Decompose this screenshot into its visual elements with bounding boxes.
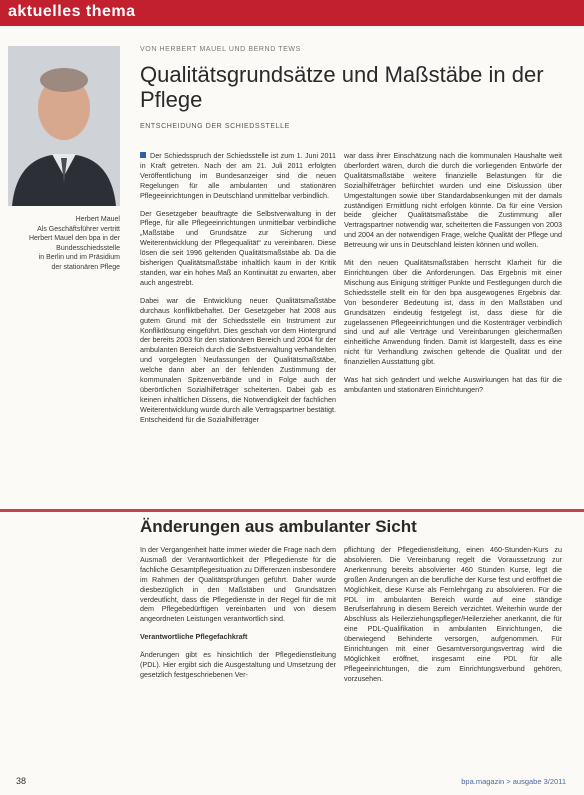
paragraph: Änderungen gibt es hinsichtlich der Pflegedienstleitung (PDL). Hier ergibt sich die Ausgestaltung und Umsetzung der gesetzlich festgeschriebenen Ver- bbox=[140, 650, 336, 679]
section-banner bbox=[0, 0, 584, 26]
text-column-3 bbox=[140, 545, 336, 688]
paragraph: Mit den neuen Qualitätsmaßstäben herrscht Klarheit für die Einrichtungen über die Anforderungen. Das Ergebnis mit einer Mischung aus Einigung strittiger Punkte und Festlegungen durch die Schiedsstelle stellt ein für den bpa ausgewogenes Ergebnis dar. Von besonderer Bedeutung ist, dass in den Maßstäben und Grundsätzen eindeutig festgelegt ist, dass diese für die zugelassenen Pflegeeinrichtungen und die Kostenträger verbindlich sind und auf alle Verträge und Vereinbarungen gleichermaßen einheitliche Anwendung finden. Damit ist klargestellt, dass es eine nicht für Verhandlung zwischen geltende die Qualität und der finanziellen Ausstattung gibt. bbox=[344, 258, 562, 367]
paragraph: pflichtung der Pflegedienstleitung, einen 460-Stunden-Kurs zu absolvieren. Die Vereinbarung regelt die Voraussetzung zur Anerkennung bereits absolvierter 460 Stunden Kurse, legt die großen Änderungen an die berufliche der Kurse fest und eröffnet die Möglichkeit, diese Kurse als Fernlehrgang zu absolvieren. Für die PDL im ambulanten Bereich wurde auf eine ständige Berufserfahrung in diesem Bereich verzichtet. Weiterhin wurde der Abschluss als Heilerziehungspfleger/Heilerzieher anerkannt, die für eine PDL-Qualifikation in ambulanten Einrichtungen, die überwiegend Behinderte versorgen, aufgenommen. Für Einrichtungen mit einer Gesamtversorgungsvertrag wird die Möglichkeit eröffnet, insgesamt eine PDL für alle Pflegeeinrichtungen, die zum Einrichtungsverbund gehören, vorzusehen. bbox=[344, 545, 562, 683]
page-number: 38 bbox=[16, 776, 27, 786]
text-column-2 bbox=[344, 151, 562, 403]
caption-line: Herbert Mauel den bpa in der bbox=[28, 235, 120, 242]
text-column-4 bbox=[344, 545, 562, 692]
paragraph: war dass ihrer Einschätzung nach die kommunalen Haushalte weit überfordert wären, durch die durch die vorliegenden Entwürfe der Qualitätsmaßstäbe weitere finanzielle Belastungen für die Sozialhilfeträger befürchtet wurden und eine Diskussion über Umgestaltungen sowie über Standardabsenkungen mit der damals zuständigen Ermittlung nicht erfolgen könnte. Da für eine Version beide gleicher Qualitätsmaßstäbe die Zustimmung aller Vertragspartner notwendig war, scheiterten die Fassungen von 2003 und 2004 an der notwendigen Frage, welche Qualität der Pflege und Betreuung wir uns in Deutschland leisten können und wollen. bbox=[344, 151, 562, 250]
caption-line: Als Geschäftsführer vertritt bbox=[37, 225, 120, 233]
photo-caption bbox=[8, 215, 120, 272]
article-subhead: ENTSCHEIDUNG DER SCHIEDSSTELLE bbox=[140, 123, 290, 130]
caption-line: in Berlin und im Präsidium bbox=[38, 254, 120, 261]
section-title: Änderungen aus ambulanter Sicht bbox=[140, 517, 417, 536]
caption-line: Herbert Mauel bbox=[75, 216, 120, 223]
text-column-1 bbox=[140, 151, 336, 433]
paragraph: Dabei war die Entwicklung neuer Qualitätsmaßstäbe durchaus konfliktbehaftet. Der Gesetzgeber hat 2008 aus gutem Grund mit der Schiedsstelle ein Instrument zur Konfliktlösung eingeführt. Dies geschah vor dem Hintergrund der bereits 2003 für den stationären Bereich und 2004 für der ambulanten Bereich durch die Selbstverwaltung verhandelten und vorgelegten Neufassungen der Qualitätsmaßstäbe, welche dann aber an der fehlenden Zustimmung der kommunalen Spitzenverbände und in Folge auch der überörtlichen Sozialhilfeträger scheiterten. Dabei gab es keinen inhaltlichen Dissens, die Notwendigkeit der fachlichen Weiterentwicklung wurde durch alle Vertragspartner bestätigt. Entscheidend für die Sozialhilfeträger bbox=[140, 295, 336, 424]
author-photo bbox=[8, 46, 120, 206]
subsection-heading: Verantwortliche Pflegefachkraft bbox=[140, 632, 248, 642]
lead-paragraph bbox=[140, 151, 336, 201]
paragraph-text: Der Schiedsspruch der Schiedsstelle ist zum 1. Juni 2011 in Kraft getreten. Nach der am 21. Juli 2011 erfolgten Veröffentlichung im Bundesanzeiger sind die neuen Regelungen für alle ambulanten und stationären Pflegeeinrichtungen in Deutschland unmittelbar verbindlich. bbox=[140, 151, 336, 200]
article-title: Qualitätsgrundsätze und Maßstäbe in der Pflege bbox=[140, 62, 544, 112]
paragraph: Was hat sich geändert und welche Auswirkungen hat das für die ambulanten und stationären Einrichtungen? bbox=[344, 375, 562, 394]
lead-square-icon bbox=[140, 152, 146, 158]
caption-line: der stationären Pflege bbox=[51, 263, 120, 271]
caption-line: Bundesschiedsstelle bbox=[56, 244, 120, 252]
article-byline: VON HERBERT MAUEL UND BERND TEWS bbox=[140, 46, 301, 53]
portrait-image bbox=[8, 46, 120, 206]
magazine-footer: bpa.magazin > ausgabe 3/2011 bbox=[461, 777, 566, 786]
paragraph: In der Vergangenheit hatte immer wieder die Frage nach dem Ausmaß der Verantwortlichkeit der Pflegedienste für die fachliche Gesamtpflegesituation zu Differenzen insbesondere im Rahmen der Qualitätsprüfungen geführt. Daher wurde diesbezüglich in den Maßstäben und Grundsätzen verdeutlicht, dass die Pflegedienste in der Regel für die mit dem Pflegebedürftigen vereinbarten und von diesem angeordneten Leistungen verantwortlich sind. bbox=[140, 545, 336, 624]
banner-title: aktuelles thema bbox=[8, 3, 136, 20]
section-divider bbox=[0, 509, 584, 512]
paragraph: Der Gesetzgeber beauftragte die Selbstverwaltung in der Pflege, für alle Pflegeeinrichtungen unmittelbar verbindliche „Maßstäbe und Grundsätze zur Sicherung und Weiterentwicklung der Pflegequalität“ zu vereinbaren. Diese lösen die seit 1996 geltenden Qualitätsmaßstäbe ab. Da die bisherigen Qualitätsmaßstäbe inhaltlich kaum in der Kritik standen, war ein hohes Maß an Kontinuität zu erwarten, aber auch angestrebt. bbox=[140, 208, 336, 287]
